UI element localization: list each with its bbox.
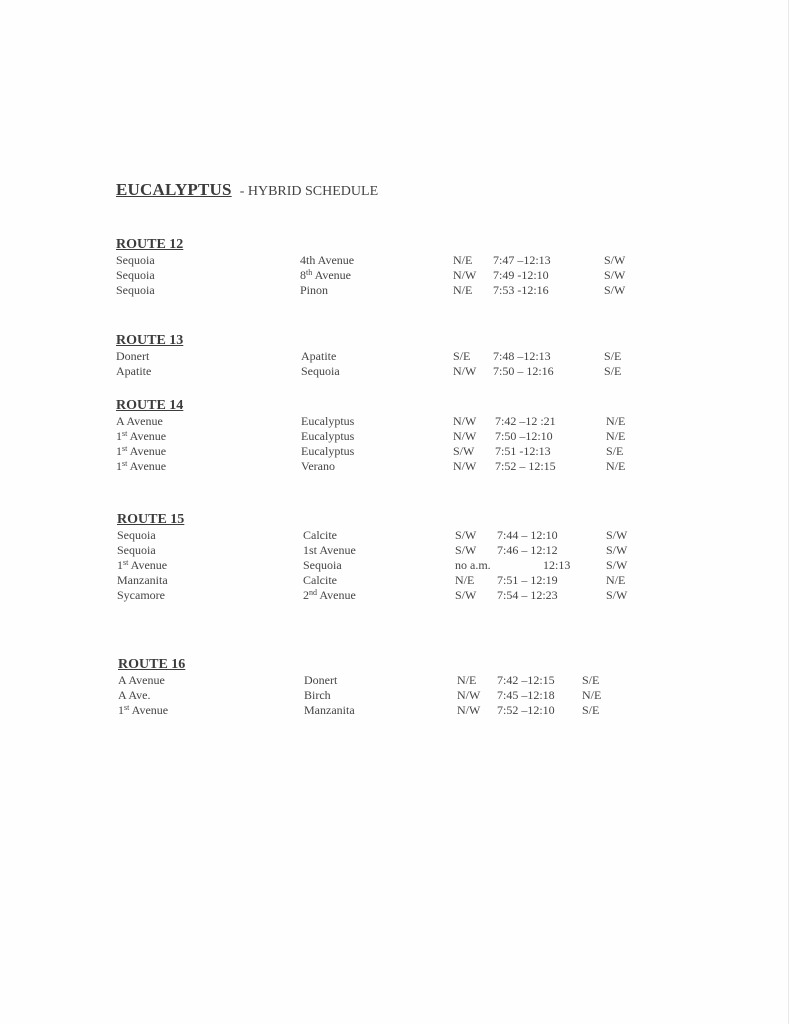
stop-street: 1st Avenue: [118, 703, 169, 717]
return-direction: S/E: [604, 349, 622, 363]
stop-street: 1st Avenue: [117, 558, 168, 572]
stop-direction: N/E: [453, 283, 473, 297]
stop-direction: N/E: [455, 573, 475, 587]
stop-street: Sequoia: [117, 543, 156, 557]
schedule-row: [116, 268, 756, 283]
stop-times: 7:45 –12:18: [497, 688, 555, 702]
schedule-row: [116, 253, 756, 268]
stop-times: 7:52 – 12:15: [495, 459, 556, 473]
stop-street: A Avenue: [118, 673, 165, 687]
return-direction: S/W: [604, 253, 626, 267]
return-direction: N/E: [606, 429, 626, 443]
stop-times: 7:53 -12:16: [493, 283, 549, 297]
stop-cross-street: Birch: [304, 688, 331, 702]
stop-direction: N/W: [457, 688, 481, 702]
stop-cross-street: 4th Avenue: [300, 253, 355, 267]
stop-direction: N/W: [457, 703, 481, 717]
return-direction: S/W: [606, 558, 628, 572]
return-direction: S/W: [604, 283, 626, 297]
return-direction: S/W: [606, 588, 628, 602]
stop-street: Sycamore: [117, 588, 165, 602]
stop-direction: N/W: [453, 459, 477, 473]
route-heading: ROUTE 12: [116, 237, 184, 252]
stop-cross-street: Eucalyptus: [301, 429, 355, 443]
stop-times: 7:42 –12 :21: [495, 414, 556, 428]
schedule-row: [118, 703, 758, 718]
return-direction: S/W: [604, 268, 626, 282]
return-direction: S/W: [606, 528, 628, 542]
stop-times: 7:44 – 12:10: [497, 528, 558, 542]
stop-times: 7:54 – 12:23: [497, 588, 558, 602]
return-direction: N/E: [606, 414, 626, 428]
schedule-row: [117, 573, 757, 588]
schedule-row: [118, 688, 758, 703]
title-subtitle: - HYBRID SCHEDULE: [239, 184, 379, 199]
stop-times: 7:42 –12:15: [497, 673, 555, 687]
schedule-row: [116, 349, 756, 364]
stop-direction: N/E: [457, 673, 477, 687]
stop-cross-street: Pinon: [300, 283, 329, 297]
page-title: [116, 180, 378, 200]
stop-street: Manzanita: [117, 573, 168, 587]
return-direction: S/E: [582, 673, 600, 687]
schedule-row: [116, 429, 756, 444]
route-heading: ROUTE 14: [116, 398, 184, 413]
schedule-row: [116, 459, 756, 474]
schedule-row: [117, 558, 757, 573]
route-block: [118, 656, 758, 718]
stop-street: Donert: [116, 349, 150, 363]
stop-street: Sequoia: [116, 253, 155, 267]
stop-cross-street: Verano: [301, 459, 335, 473]
stop-cross-street: Sequoia: [303, 558, 342, 572]
schedule-row: [116, 414, 756, 429]
stop-street: Sequoia: [116, 283, 155, 297]
stop-direction: N/W: [453, 364, 477, 378]
stop-cross-street: Manzanita: [304, 703, 355, 717]
stop-cross-street: Eucalyptus: [301, 414, 355, 428]
stop-times: 12:13: [543, 558, 571, 572]
schedule-row: [117, 588, 757, 603]
stop-cross-street: 1st Avenue: [303, 543, 356, 557]
stop-cross-street: Calcite: [303, 528, 337, 542]
stop-direction: S/W: [455, 588, 477, 602]
stop-times: 7:52 –12:10: [497, 703, 555, 717]
stop-direction: N/W: [453, 414, 477, 428]
schedule-row: [116, 444, 756, 459]
stop-street: A Ave.: [118, 688, 151, 702]
stop-times: 7:51 -12:13: [495, 444, 551, 458]
stop-direction: S/W: [455, 528, 477, 542]
stop-times: 7:46 – 12:12: [497, 543, 558, 557]
stop-street: Sequoia: [117, 528, 156, 542]
page-edge: [788, 0, 789, 1024]
stop-cross-street: Calcite: [303, 573, 337, 587]
route-block: [116, 236, 756, 298]
stop-direction: N/W: [453, 429, 477, 443]
schedule-row: [117, 543, 757, 558]
return-direction: S/E: [582, 703, 600, 717]
stop-direction: S/W: [453, 444, 475, 458]
stop-direction: N/W: [453, 268, 477, 282]
route-block: [116, 332, 756, 379]
schedule-row: [116, 364, 756, 379]
stop-cross-street: 8th Avenue: [300, 268, 351, 282]
stop-direction: S/W: [455, 543, 477, 557]
stop-street: 1st Avenue: [116, 444, 167, 458]
stop-cross-street: Sequoia: [301, 364, 340, 378]
schedule-row: [117, 528, 757, 543]
route-block: [117, 511, 757, 603]
schedule-row: [118, 673, 758, 688]
return-direction: N/E: [606, 573, 626, 587]
stop-street: Sequoia: [116, 268, 155, 282]
stop-cross-street: Donert: [304, 673, 338, 687]
stop-times: 7:48 –12:13: [493, 349, 551, 363]
return-direction: S/E: [604, 364, 622, 378]
stop-times: 7:50 – 12:16: [493, 364, 554, 378]
stop-street: Apatite: [116, 364, 152, 378]
stop-direction: S/E: [453, 349, 471, 363]
stop-street: A Avenue: [116, 414, 163, 428]
return-direction: N/E: [606, 459, 626, 473]
title-eucalyptus: EUCALYPTUS: [116, 180, 232, 199]
stop-street: 1st Avenue: [116, 429, 167, 443]
route-block: [116, 397, 756, 474]
stop-times: 7:50 –12:10: [495, 429, 553, 443]
stop-street: 1st Avenue: [116, 459, 167, 473]
stop-cross-street: 2nd Avenue: [303, 588, 356, 602]
stop-times: 7:47 –12:13: [493, 253, 551, 267]
stop-direction: no a.m.: [455, 558, 491, 572]
stop-cross-street: Apatite: [301, 349, 337, 363]
schedule-row: [116, 283, 756, 298]
stop-direction: N/E: [453, 253, 473, 267]
stop-times: 7:51 – 12:19: [497, 573, 558, 587]
return-direction: S/E: [606, 444, 624, 458]
return-direction: N/E: [582, 688, 602, 702]
route-heading: ROUTE 13: [116, 333, 184, 348]
route-heading: ROUTE 15: [117, 512, 185, 527]
route-heading: ROUTE 16: [118, 657, 186, 672]
return-direction: S/W: [606, 543, 628, 557]
stop-times: 7:49 -12:10: [493, 268, 549, 282]
stop-cross-street: Eucalyptus: [301, 444, 355, 458]
